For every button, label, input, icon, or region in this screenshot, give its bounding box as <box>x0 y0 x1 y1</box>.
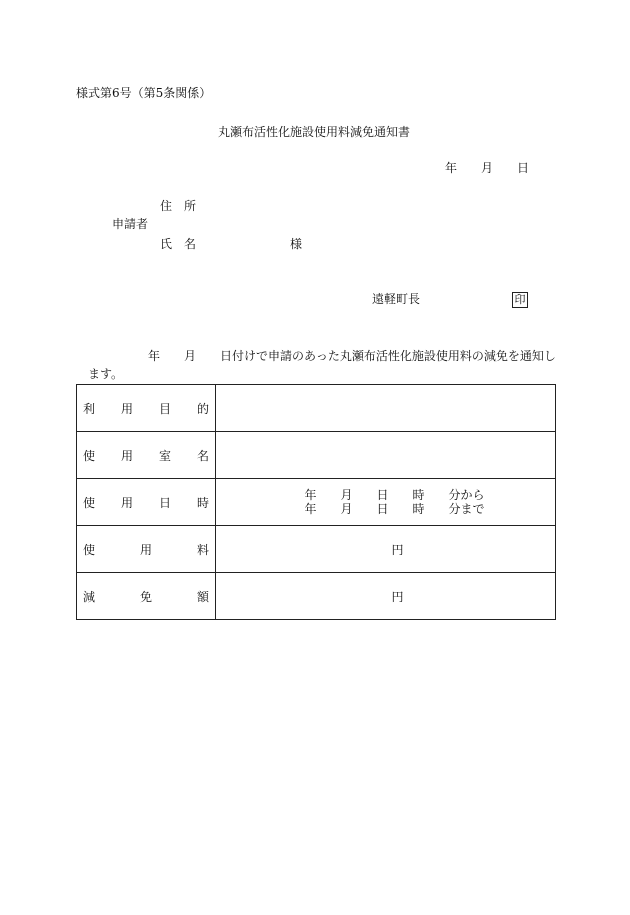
label-char: 料 <box>196 542 209 557</box>
label-char: 室 <box>158 448 171 463</box>
label-char: 用 <box>139 542 152 557</box>
label-char: 日 <box>158 495 171 510</box>
details-table <box>76 384 556 620</box>
row-label-fee <box>77 526 216 573</box>
honorific: 様 <box>290 237 303 251</box>
datetime-to: 年 月 日 時 分まで <box>304 502 485 516</box>
label-char: 用 <box>120 495 133 510</box>
body-line-2: ます。 <box>88 367 124 381</box>
form-number: 様式第6号（第5条関係） <box>76 86 212 100</box>
datetime-value <box>216 479 556 526</box>
issuer-title: 遠軽町長 <box>372 292 421 306</box>
label-char: 用 <box>120 401 133 416</box>
table-row <box>77 573 556 620</box>
table-row <box>77 479 556 526</box>
label-char: 名 <box>196 448 209 463</box>
label-char: 減 <box>83 589 96 604</box>
label-char: 的 <box>196 401 209 416</box>
row-label-purpose <box>77 385 216 432</box>
table-row <box>77 526 556 573</box>
label-char: 免 <box>139 589 152 604</box>
applicant-label: 申請者 <box>112 217 149 231</box>
room-value <box>216 432 556 479</box>
address-label: 住 所 <box>160 199 197 213</box>
date-line: 年 月 日 <box>445 161 530 175</box>
document-title: 丸瀬布活性化施設使用料減免通知書 <box>218 125 411 139</box>
datetime-from: 年 月 日 時 分から <box>304 488 485 502</box>
table-row <box>77 385 556 432</box>
purpose-value <box>216 385 556 432</box>
seal-mark: 印 <box>512 292 528 308</box>
name-label: 氏 名 <box>160 237 197 251</box>
label-char: 額 <box>196 589 209 604</box>
label-char: 使 <box>83 495 96 510</box>
label-char: 用 <box>120 448 133 463</box>
label-char: 利 <box>83 401 96 416</box>
row-label-datetime <box>77 479 216 526</box>
label-char: 時 <box>196 495 209 510</box>
fee-value: 円 <box>216 526 556 573</box>
label-char: 使 <box>83 448 96 463</box>
row-label-reduction <box>77 573 216 620</box>
body-line-1: 年 月 日付けで申請のあった丸瀬布活性化施設使用料の減免を通知し <box>148 349 556 363</box>
label-char: 使 <box>83 542 96 557</box>
reduction-value: 円 <box>216 573 556 620</box>
row-label-room <box>77 432 216 479</box>
label-char: 目 <box>158 401 171 416</box>
table-row <box>77 432 556 479</box>
